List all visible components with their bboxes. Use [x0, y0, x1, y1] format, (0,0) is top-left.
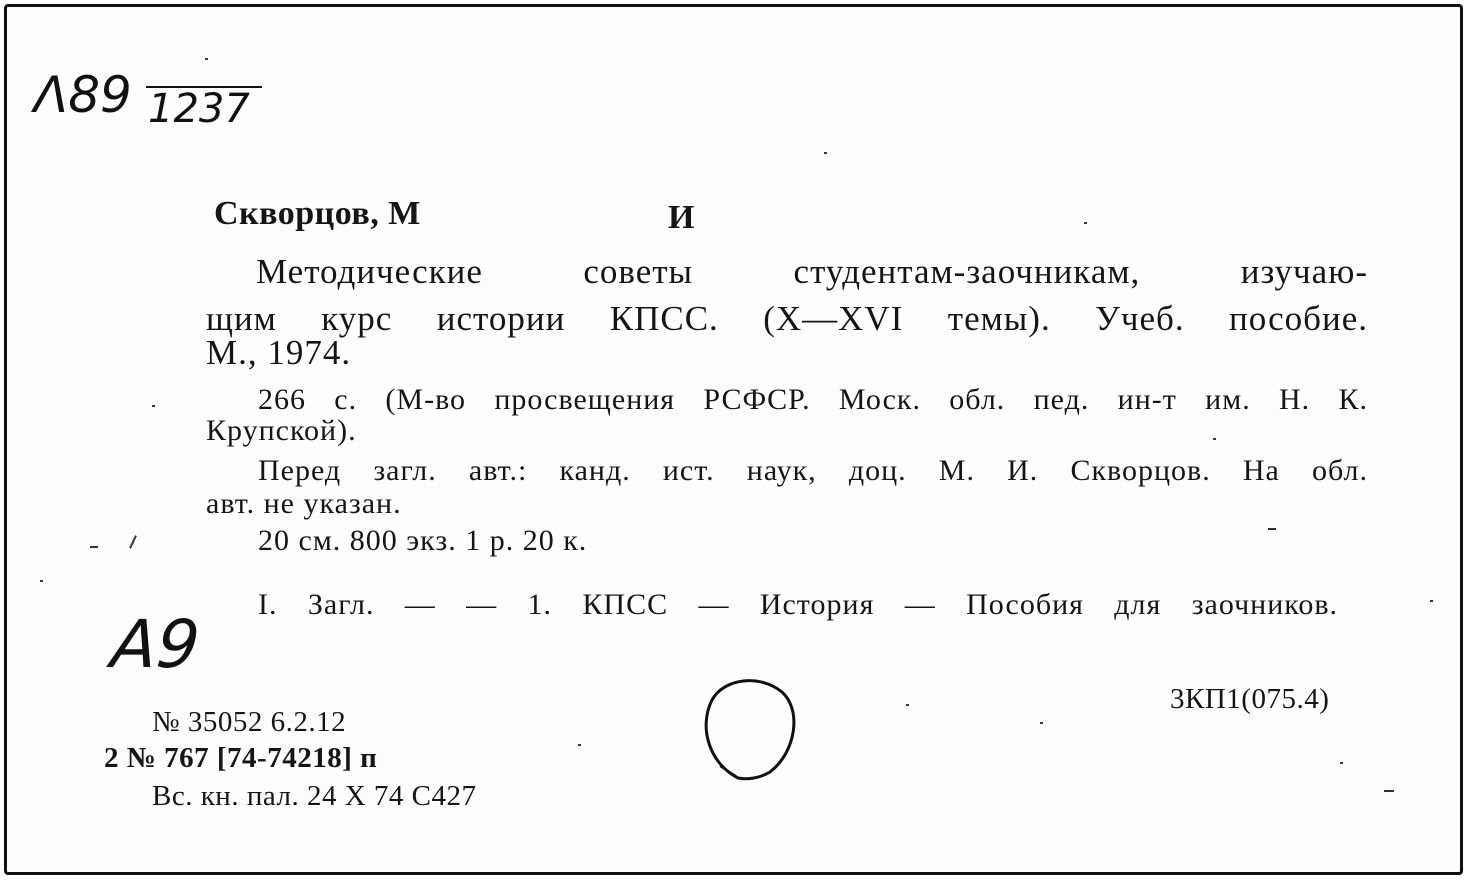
scan-speck [152, 405, 155, 407]
scan-speck [1430, 600, 1433, 602]
scan-speck [1268, 528, 1276, 530]
stamp-loop-icon [690, 668, 810, 788]
note-line-1: Перед загл. авт.: канд. ист. наук, доц. М. И. Скворцов. На обл. [258, 454, 1368, 487]
scan-speck [1384, 790, 1394, 792]
title-line-1: Методические советы студентам-заочникам, изучаю- [256, 252, 1368, 291]
tracings: I. Загл. — — 1. КПСС — История — Пособия для заочников. [258, 588, 1338, 621]
print-order: 2 № 767 [74-74218] п [104, 742, 378, 774]
scan-speck [1213, 438, 1216, 440]
handwritten-call-number-sub: 1237 [146, 86, 262, 130]
scan-speck [205, 58, 208, 60]
scan-speck [824, 152, 827, 154]
scan-speck [40, 580, 43, 582]
scan-speck [1340, 762, 1343, 764]
author-initial: И [668, 199, 695, 236]
scan-speck [1084, 222, 1087, 224]
title-line-3: М., 1974. [206, 333, 352, 372]
classification-number: 3КП1(075.4) [1170, 683, 1330, 715]
note-line-2: авт. не указан. [206, 487, 402, 520]
handwritten-shelf-mark: A9 [107, 606, 204, 683]
collation-line-1: 266 с. (М-во просвещения РСФСР. Моск. обл. пед. ин-т им. Н. К. [258, 383, 1368, 416]
scan-speck [906, 704, 909, 706]
handwritten-call-number: Λ89 [34, 66, 132, 124]
title-line-2: щим курс истории КПСС. (X—XVI темы). Учеб. пособие. [206, 299, 1368, 338]
order-number: № 35052 6.2.12 [152, 706, 347, 738]
scan-speck [90, 546, 98, 548]
physical-description: 20 см. 800 экз. 1 р. 20 к. [258, 524, 588, 557]
collation-line-2: Крупской). [206, 414, 357, 447]
catalog-code: Вс. кн. пал. 24 X 74 C427 [152, 780, 477, 812]
scan-speck [578, 744, 581, 746]
author-surname: Скворцов, М [214, 195, 421, 232]
scan-speck [1040, 722, 1043, 724]
